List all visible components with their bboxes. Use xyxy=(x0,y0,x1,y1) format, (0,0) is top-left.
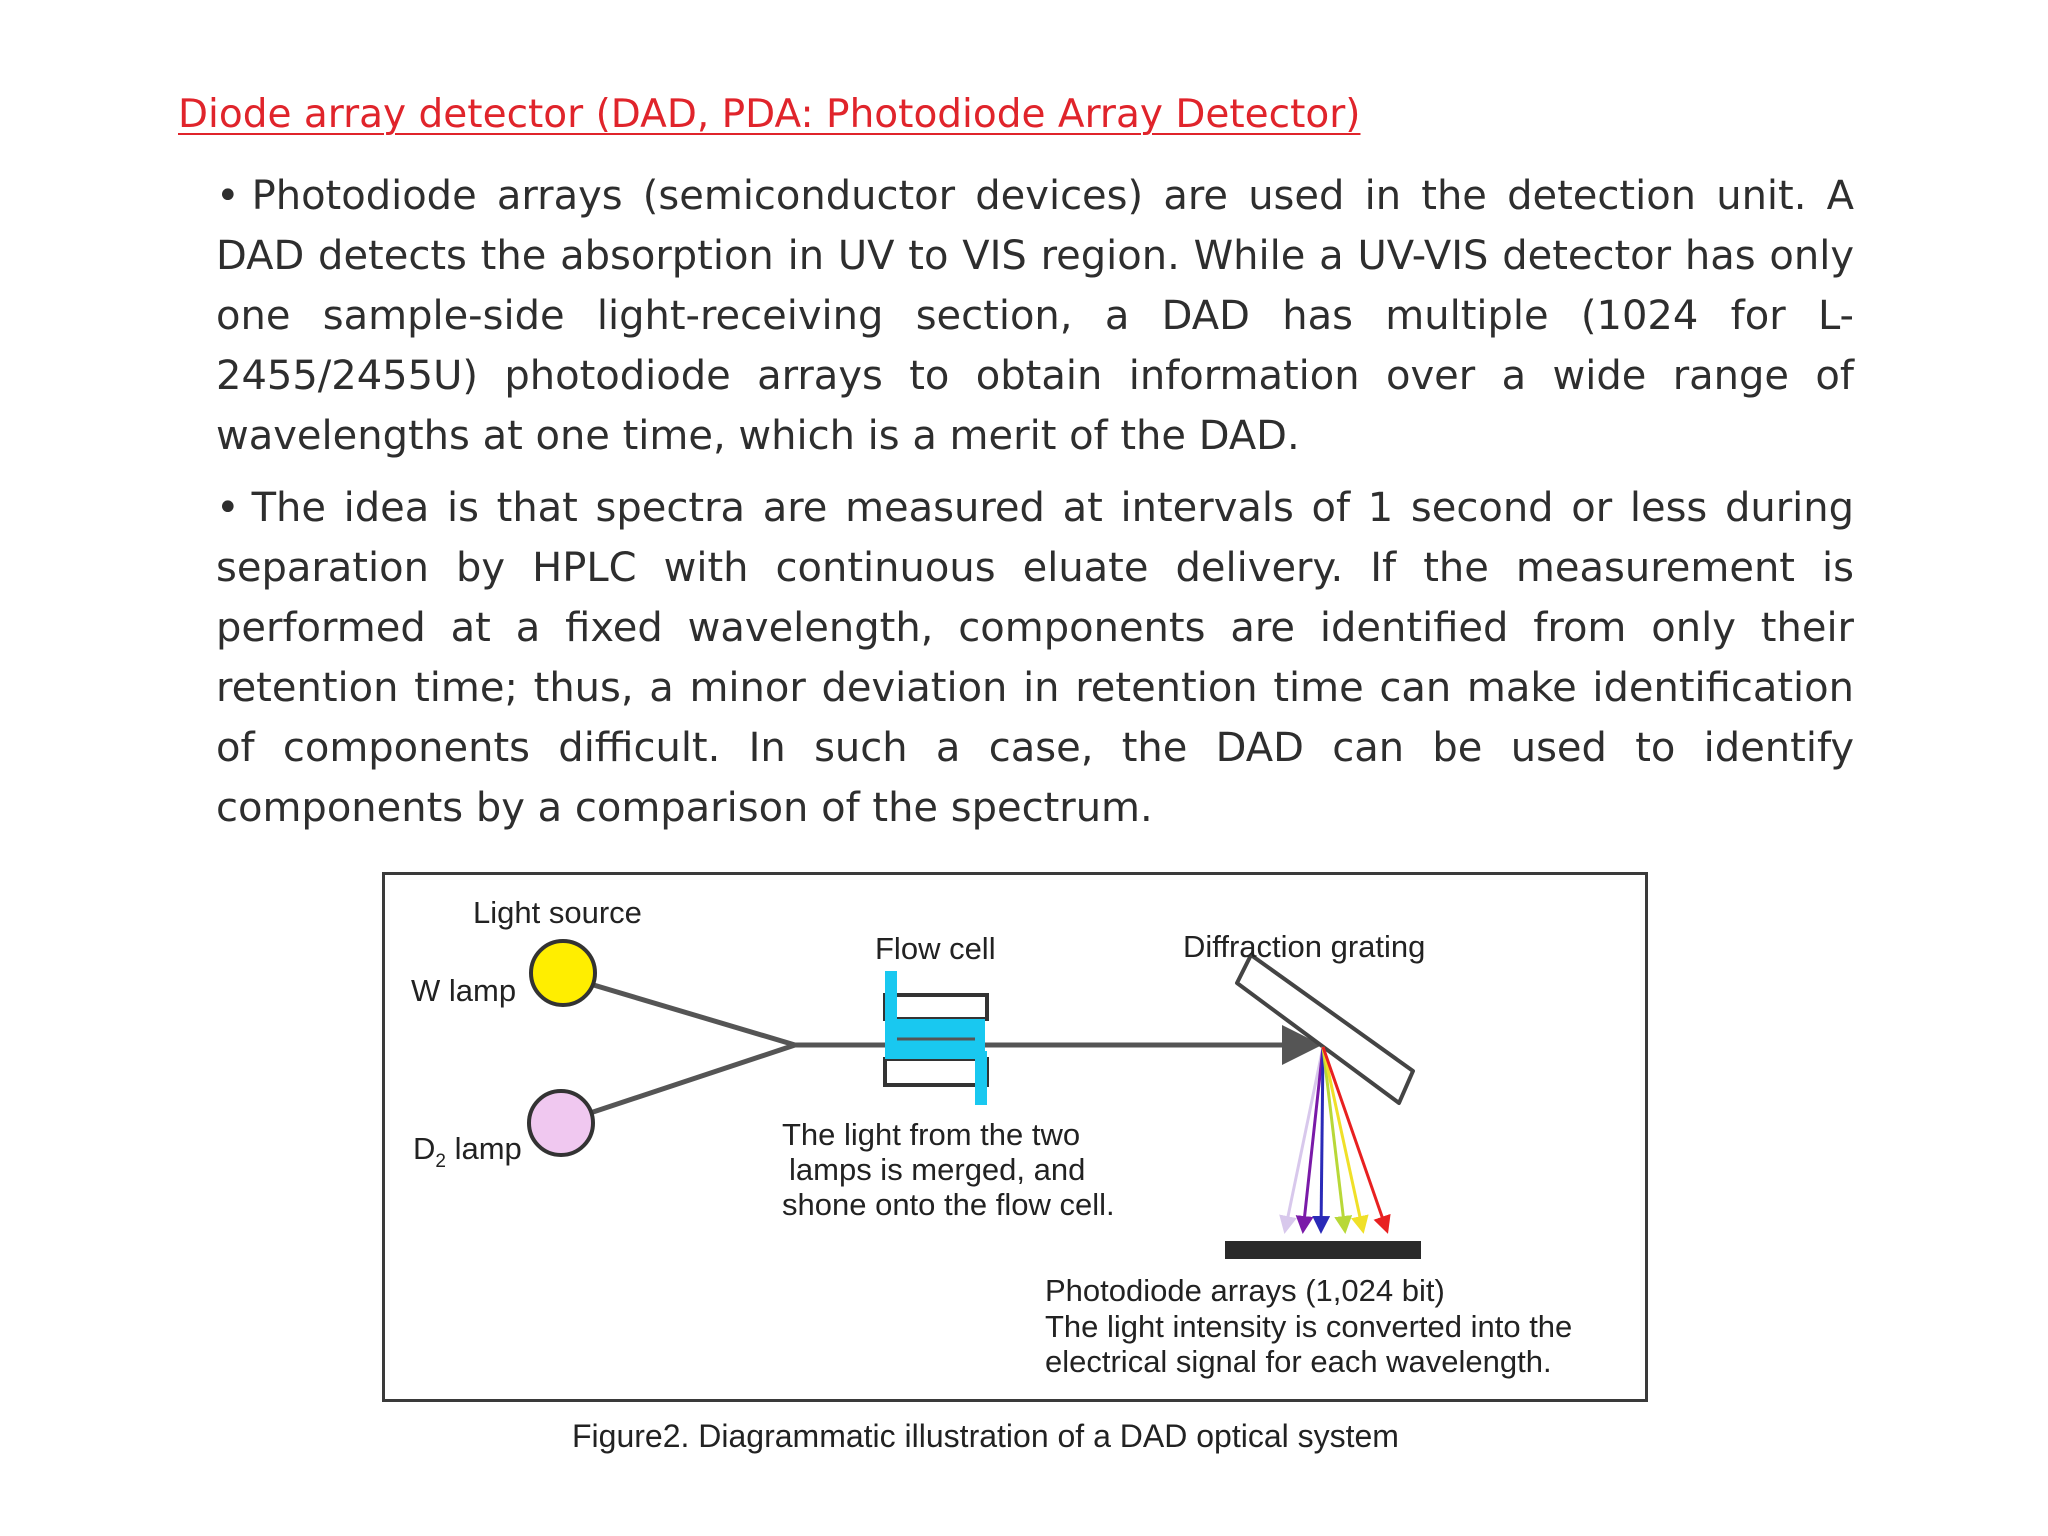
photodiode-array-bar xyxy=(1225,1241,1421,1259)
d2-lamp-label-sub: 2 xyxy=(435,1151,446,1172)
merge-note-line-3: shone onto the flow cell. xyxy=(782,1187,1115,1222)
d2-lamp-label-rest: lamp xyxy=(445,1131,522,1166)
dad-optical-diagram xyxy=(382,872,1648,1402)
merge-note-line-2: lamps is merged, and xyxy=(789,1152,1086,1187)
photodiode-note-line-3: electrical signal for each wavelength. xyxy=(1045,1344,1552,1379)
diffraction-grating xyxy=(1237,955,1413,1103)
paragraph-text: The idea is that spectra are measured at intervals of 1 second or less during separation by HPLC with continuous eluate delivery. If the measurement is performed at a fixed wavelength, components are identified from only their retention time; thus, a minor deviation in retention time can make identification of components difficult. In such a case, the DAD can be used to identify components by a comparison of the spectrum. xyxy=(216,485,1854,831)
page-title: Diode array detector (DAD, PDA: Photodiode Array Detector) xyxy=(178,92,1361,137)
flow-cell-top-wall xyxy=(885,995,987,1019)
photodiode-note-line-2: The light intensity is converted into the xyxy=(1045,1309,1573,1344)
bullet: • xyxy=(216,485,240,531)
diffraction-grating-label: Diffraction grating xyxy=(1183,929,1426,964)
bullet: • xyxy=(216,173,240,219)
paragraph-text: Photodiode arrays (semiconductor devices) are used in the detection unit. A DAD detects the absorption in UV to VIS region. While a UV-VIS detector has only one sample-side light-receiving section, a DAD has multiple (1024 for L-2455/2455U) photodiode arrays to obtain information over a wide range of wavelengths at one time, which is a merit of the DAD. xyxy=(216,173,1854,459)
d2-lamp-circle xyxy=(529,1091,593,1155)
spectrum-ray-1 xyxy=(1285,1047,1323,1231)
flow-cell-bottom-wall xyxy=(885,1059,987,1085)
flow-cell xyxy=(885,971,987,1105)
paragraph-photodiode-arrays xyxy=(216,166,1854,466)
d2-lamp-label xyxy=(413,1131,522,1172)
w-lamp-circle xyxy=(531,941,595,1005)
d2-lamp-label-main: D xyxy=(413,1131,436,1166)
light-source-label: Light source xyxy=(473,895,642,930)
w-lamp-beam xyxy=(560,975,795,1045)
flow-cell-outlet xyxy=(975,1051,987,1105)
diagram-canvas xyxy=(385,875,1645,1399)
figure-caption: Figure2. Diagrammatic illustration of a DAD optical system xyxy=(572,1418,1399,1454)
flow-cell-inlet xyxy=(885,971,897,1025)
photodiode-note-line-1: Photodiode arrays (1,024 bit) xyxy=(1045,1273,1445,1308)
merge-note-line-1: The light from the two xyxy=(782,1117,1081,1152)
flow-cell-label: Flow cell xyxy=(875,931,996,966)
spectrum-ray-3 xyxy=(1321,1047,1323,1231)
paragraph-spectra-idea xyxy=(216,478,1854,838)
w-lamp-label: W lamp xyxy=(411,973,517,1008)
d2-lamp-beam xyxy=(560,1045,795,1123)
